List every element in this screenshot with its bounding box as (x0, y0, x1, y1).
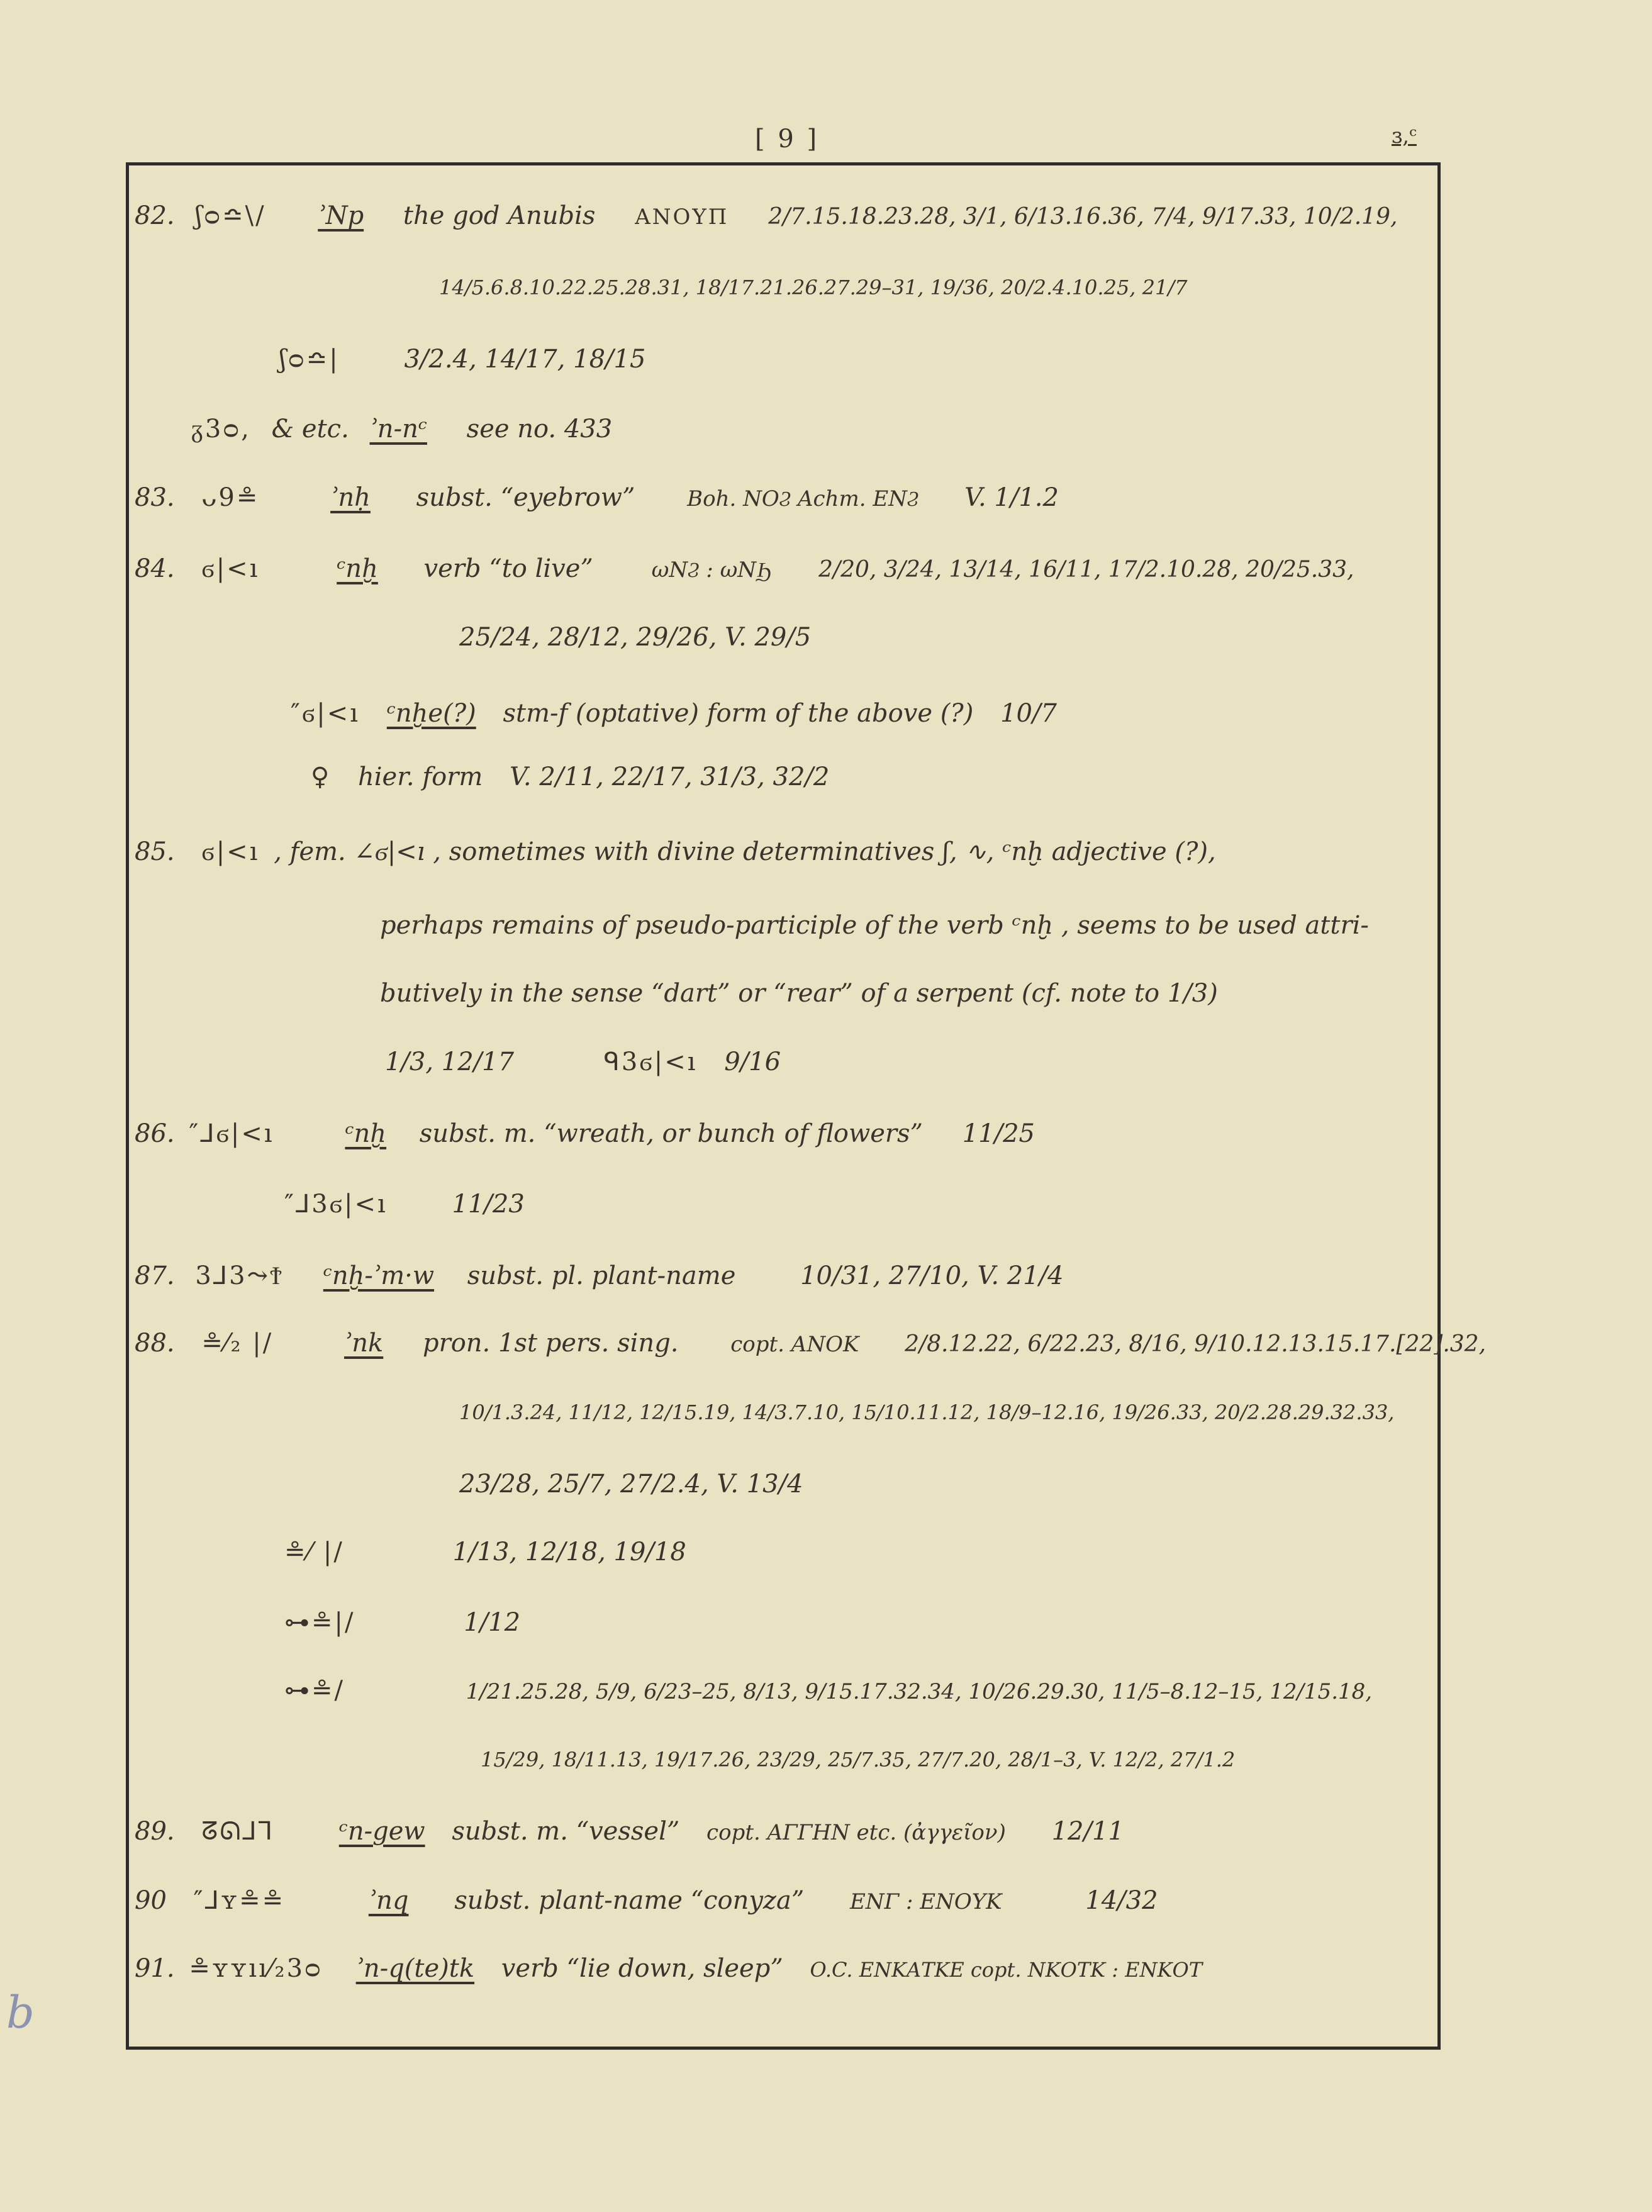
entry-line (439, 276, 1188, 299)
margin-mark: b (6, 1987, 35, 2038)
entry-number: 87. (135, 1261, 175, 1290)
hieroglyph: ″⅃ʏ≗≗ (193, 1886, 286, 1915)
entry-line (380, 911, 1369, 940)
entry-number: 91. (135, 1954, 175, 1983)
references: 14/5.6.8.10.22.25.28.31, 18/17.21.26.27.29–31, 19/36, 20/2.4.10.25, 21/7 (439, 276, 1188, 299)
entry-text: butively in the sense “dart” or “rear” of a serpent (cf. note to 1/3) (380, 979, 1218, 1008)
transliteration: ʾnk (343, 1329, 384, 1358)
references: 15/29, 18/11.13, 19/17.26, 23/29, 25/7.35, 27/7.20, 28/1–3, V. 12/2, 27/1.2 (481, 1748, 1236, 1772)
references: V. 2/11, 22/17, 31/3, 32/2 (510, 762, 830, 791)
hieroglyph: ≗⁄ |/ (284, 1538, 344, 1567)
entry-line (135, 1329, 1486, 1358)
entry-line (459, 1400, 1394, 1424)
entry-line (279, 345, 645, 374)
references: 11/23 (452, 1190, 525, 1219)
hieroglyph: ᘔᘏ⅃⅂ (201, 1817, 274, 1846)
references: 2/7.15.18.23.28, 3/1, 6/13.16.36, 7/4, 9/17.33, 10/2.19, (768, 204, 1398, 230)
coptic: copt. ΑΓΓΗΝ etc. (ἀγγεῖον) (706, 1820, 1006, 1845)
references: V. 1/1.2 (964, 483, 1059, 512)
entry-text: subst. m. “wreath, or bunch of flowers” (419, 1119, 923, 1148)
entry-line (385, 1047, 781, 1076)
transliteration: ᶜnḫe(?) (386, 699, 476, 728)
entry-text: subst. “eyebrow” (416, 483, 635, 512)
entry-line (284, 1676, 1372, 1705)
entry-line (291, 698, 1057, 728)
entry-line (135, 554, 1354, 583)
hieroglyph: ᴗ9≗ (201, 483, 260, 512)
entry-text: pron. 1st pers. sing. (422, 1329, 679, 1358)
entry-line (135, 837, 1216, 866)
references: 2/8.12.22, 6/22.23, 8/16, 9/10.12.13.15.17.[22].32, (905, 1331, 1487, 1357)
entry-text: subst. m. “vessel” (452, 1817, 680, 1846)
entry-line (284, 1608, 520, 1637)
coptic: O.C. ΕΝΚΑΤΚΕ copt. ΝΚΟΤΚ : ΕΝΚΟΤ (810, 1958, 1203, 1982)
entry-number: 89. (135, 1817, 175, 1846)
entry-text: stm-f (optative) form of the above (?) (503, 699, 974, 728)
entry-line (284, 1189, 525, 1219)
entry-line (380, 979, 1218, 1008)
entry-line (311, 762, 829, 791)
references: 14/32 (1085, 1886, 1158, 1915)
references: 1/12 (464, 1608, 521, 1637)
transliteration: ᶜnḫ (345, 1119, 387, 1148)
entry-number: 82. (135, 201, 175, 230)
entry-line (135, 1886, 1158, 1915)
entry-number: 86. (135, 1119, 175, 1148)
hieroglyph: ″ϭ|<ı (291, 699, 360, 728)
entry-number: 84. (135, 554, 175, 583)
entry-text: verb “lie down, sleep” (501, 1954, 783, 1983)
coptic: ΕΝΓ : ΕΝΟΥΚ (850, 1889, 1002, 1914)
entry-line (191, 414, 612, 444)
entry-line (135, 483, 1059, 512)
references: 3/2.4, 14/17, 18/15 (404, 345, 646, 374)
coptic: ωΝϨ : ωΝϦ (651, 557, 773, 583)
hieroglyph: ʃᴑ≏| (279, 345, 340, 374)
references: 9/16 (724, 1047, 781, 1076)
entry-text: the god Anubis (403, 201, 596, 230)
entry-text: verb “to live” (423, 554, 593, 583)
transliteration: ʾn-nᶜ (369, 415, 427, 444)
hieroglyph: ϭ|<ı (201, 554, 260, 583)
references: 2/20, 3/24, 13/14, 16/11, 17/2.10.28, 20/25.33, (818, 557, 1354, 583)
hieroglyph: ≗⁄₂ |/ (201, 1329, 274, 1358)
entry-line (135, 201, 1397, 230)
references: 1/3, 12/17 (385, 1047, 515, 1076)
entry-line (459, 1470, 803, 1499)
references: 1/13, 12/18, 19/18 (452, 1538, 686, 1567)
entry-text: subst. plant-name “conyza” (454, 1886, 805, 1915)
entry-line (459, 623, 811, 652)
hieroglyph: ″⅃3ϭ|<ı (284, 1190, 388, 1219)
entry-text: perhaps remains of pseudo-participle of the verb ᶜnḫ , seems to be used attri- (380, 911, 1369, 940)
hieroglyph: ᑫ3ϭ|<ı (603, 1047, 698, 1076)
transliteration: ʾn-q(te)tk (355, 1954, 475, 1983)
entry-text: subst. pl. plant-name (467, 1261, 736, 1290)
entry-line (135, 1261, 1064, 1290)
page-number: [ 9 ] (755, 125, 820, 154)
references: 10/7 (1000, 699, 1057, 728)
entry-number: 83. (135, 483, 175, 512)
references: 12/11 (1051, 1817, 1124, 1846)
entry-line (135, 1817, 1124, 1846)
hieroglyph: ″⅃ϭ|<ı (189, 1119, 274, 1148)
entry-line (481, 1748, 1235, 1772)
references: 10/31, 27/10, V. 21/4 (800, 1261, 1064, 1290)
entry-line (135, 1119, 1035, 1148)
coptic: copt. ΑΝΟΚ (730, 1332, 859, 1357)
coptic: ΑΝΟΥΠ (635, 204, 729, 230)
entry-number: 88. (135, 1329, 175, 1358)
entry-line (135, 1954, 1202, 1983)
hieroglyph: ʃᴑ≏\/ (195, 201, 266, 230)
transliteration: ᶜnḫ-ʾm·w (323, 1261, 435, 1290)
transliteration: ʾNp (318, 201, 364, 230)
entry-number: 85. (135, 837, 175, 866)
transliteration: ᶜn-gew (338, 1817, 425, 1846)
hieroglyph: ᵹ3ᴑ, (191, 415, 251, 444)
hieroglyph: ϭ|<ı (201, 837, 260, 866)
entry-text: & etc. (271, 415, 349, 444)
transliteration: ʾnq (368, 1886, 409, 1915)
hieroglyph: ⊶≗/ (284, 1676, 345, 1705)
transliteration: ᶜnḫ (337, 554, 378, 583)
entry-text: hier. form (357, 762, 483, 791)
hieroglyph: ♀ (311, 762, 332, 791)
references: 10/1.3.24, 11/12, 12/15.19, 14/3.7.10, 15/10.11.12, 18/9–12.16, 19/26.33, 20/2.28.29.32.33, (459, 1400, 1395, 1424)
entry-number: 90 (135, 1886, 167, 1915)
references: 23/28, 25/7, 27/2.4, V. 13/4 (459, 1470, 803, 1499)
hieroglyph: 3⅃3⤳Ϯ (195, 1261, 284, 1290)
references: see no. 433 (466, 415, 613, 444)
hieroglyph: ⊶≗|/ (284, 1608, 355, 1637)
references: 1/21.25.28, 5/9, 6/23–25, 8/13, 9/15.17.32.34, 10/26.29.30, 11/5–8.12–15, 12/15.18, (466, 1679, 1373, 1704)
entry-text: , fem. ∠ϭ|<ı , sometimes with divine determinatives ʃ, ∿, ᶜnḫ adjective (?), (274, 837, 1216, 866)
entry-line (284, 1538, 686, 1567)
transliteration: ʾnḥ (330, 483, 371, 512)
corner-mark: ɜ,ᶜ (1392, 123, 1417, 148)
coptic: Boh. ΝΟϨ Achm. ΕΝϨ (687, 486, 919, 511)
references: 25/24, 28/12, 29/26, V. 29/5 (459, 623, 812, 652)
hieroglyph: ≗ʏʏıı⁄₂3ᴑ (189, 1954, 323, 1983)
references: 11/25 (962, 1119, 1035, 1148)
